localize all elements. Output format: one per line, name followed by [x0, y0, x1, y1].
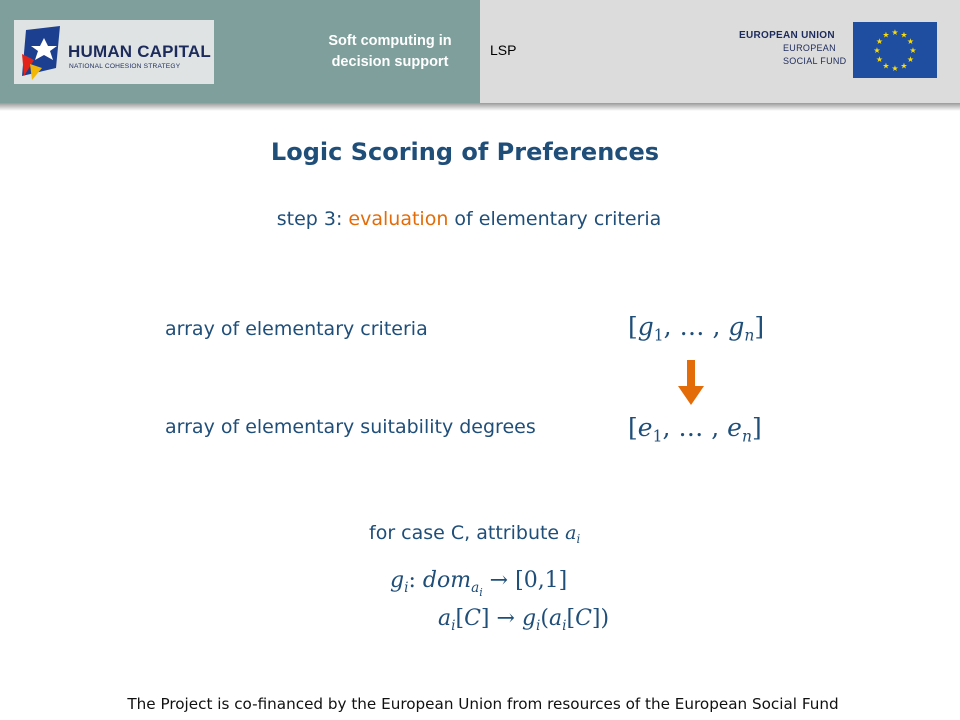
eu-line-2: EUROPEAN: [783, 43, 836, 53]
case-variable: C: [450, 522, 465, 544]
suitability-vector: [$e_1$, … , $e_n$]: [628, 413, 762, 446]
eu-line-3: SOCIAL FUND: [783, 56, 847, 66]
human-capital-emblem-icon: [20, 24, 66, 82]
step-prefix: step 3:: [276, 208, 349, 230]
down-arrow-icon: [677, 360, 705, 406]
eu-logo-text: [739, 29, 849, 68]
step-accent-word: evaluation: [348, 208, 449, 230]
svg-text:★: ★: [875, 37, 884, 46]
header-shadow: [0, 103, 960, 111]
slide-header: [0, 0, 960, 103]
svg-text:★: ★: [891, 64, 899, 73]
logo-title: HUMAN CAPITAL: [68, 42, 211, 61]
svg-text:★: ★: [882, 61, 890, 71]
eu-flag-icon: [853, 22, 937, 78]
footer-funding-note: The Project is co-financed by the European Union from resources of the European Social Fund: [127, 695, 839, 713]
svg-text:★: ★: [891, 28, 899, 37]
eu-line-1: EUROPEAN UNION: [739, 30, 835, 41]
svg-text:★: ★: [900, 30, 908, 40]
criteria-vector: [$g_1$, … , $g_n$]: [628, 312, 765, 345]
attribute-variable: a: [565, 522, 577, 544]
criteria-label: array of elementary criteria: [165, 318, 428, 340]
case-attribute-line: [369, 522, 581, 547]
svg-text:★: ★: [875, 55, 884, 64]
logo-subtitle: NATIONAL COHESION STRATEGY: [69, 63, 181, 70]
header-left-panel: [0, 0, 480, 103]
svg-text:★: ★: [900, 61, 908, 71]
mapping-formula: $g_i$: dom$_{a_i}$ → [0,1]: [390, 568, 568, 599]
svg-text:★: ★: [906, 37, 915, 46]
step-suffix: of elementary criteria: [448, 208, 662, 230]
svg-text:★: ★: [873, 46, 881, 55]
suitability-label: array of elementary suitability degrees: [165, 416, 536, 438]
svg-text:★: ★: [882, 30, 890, 40]
step-subtitle: [0, 208, 938, 230]
slide-title: Logic Scoring of Preferences: [270, 138, 660, 166]
topic-tag: LSP: [490, 42, 517, 58]
evaluation-formula: $a_i[C] \to g_i(a_i[C])$: [438, 606, 610, 634]
case-prefix: for case: [369, 522, 451, 544]
svg-text:★: ★: [909, 46, 917, 55]
case-mid: , attribute: [464, 522, 566, 544]
attribute-subscript: i: [576, 532, 581, 547]
human-capital-logo: [14, 20, 214, 84]
svg-text:★: ★: [906, 55, 915, 64]
course-title: Soft computing in decision support: [328, 33, 452, 70]
